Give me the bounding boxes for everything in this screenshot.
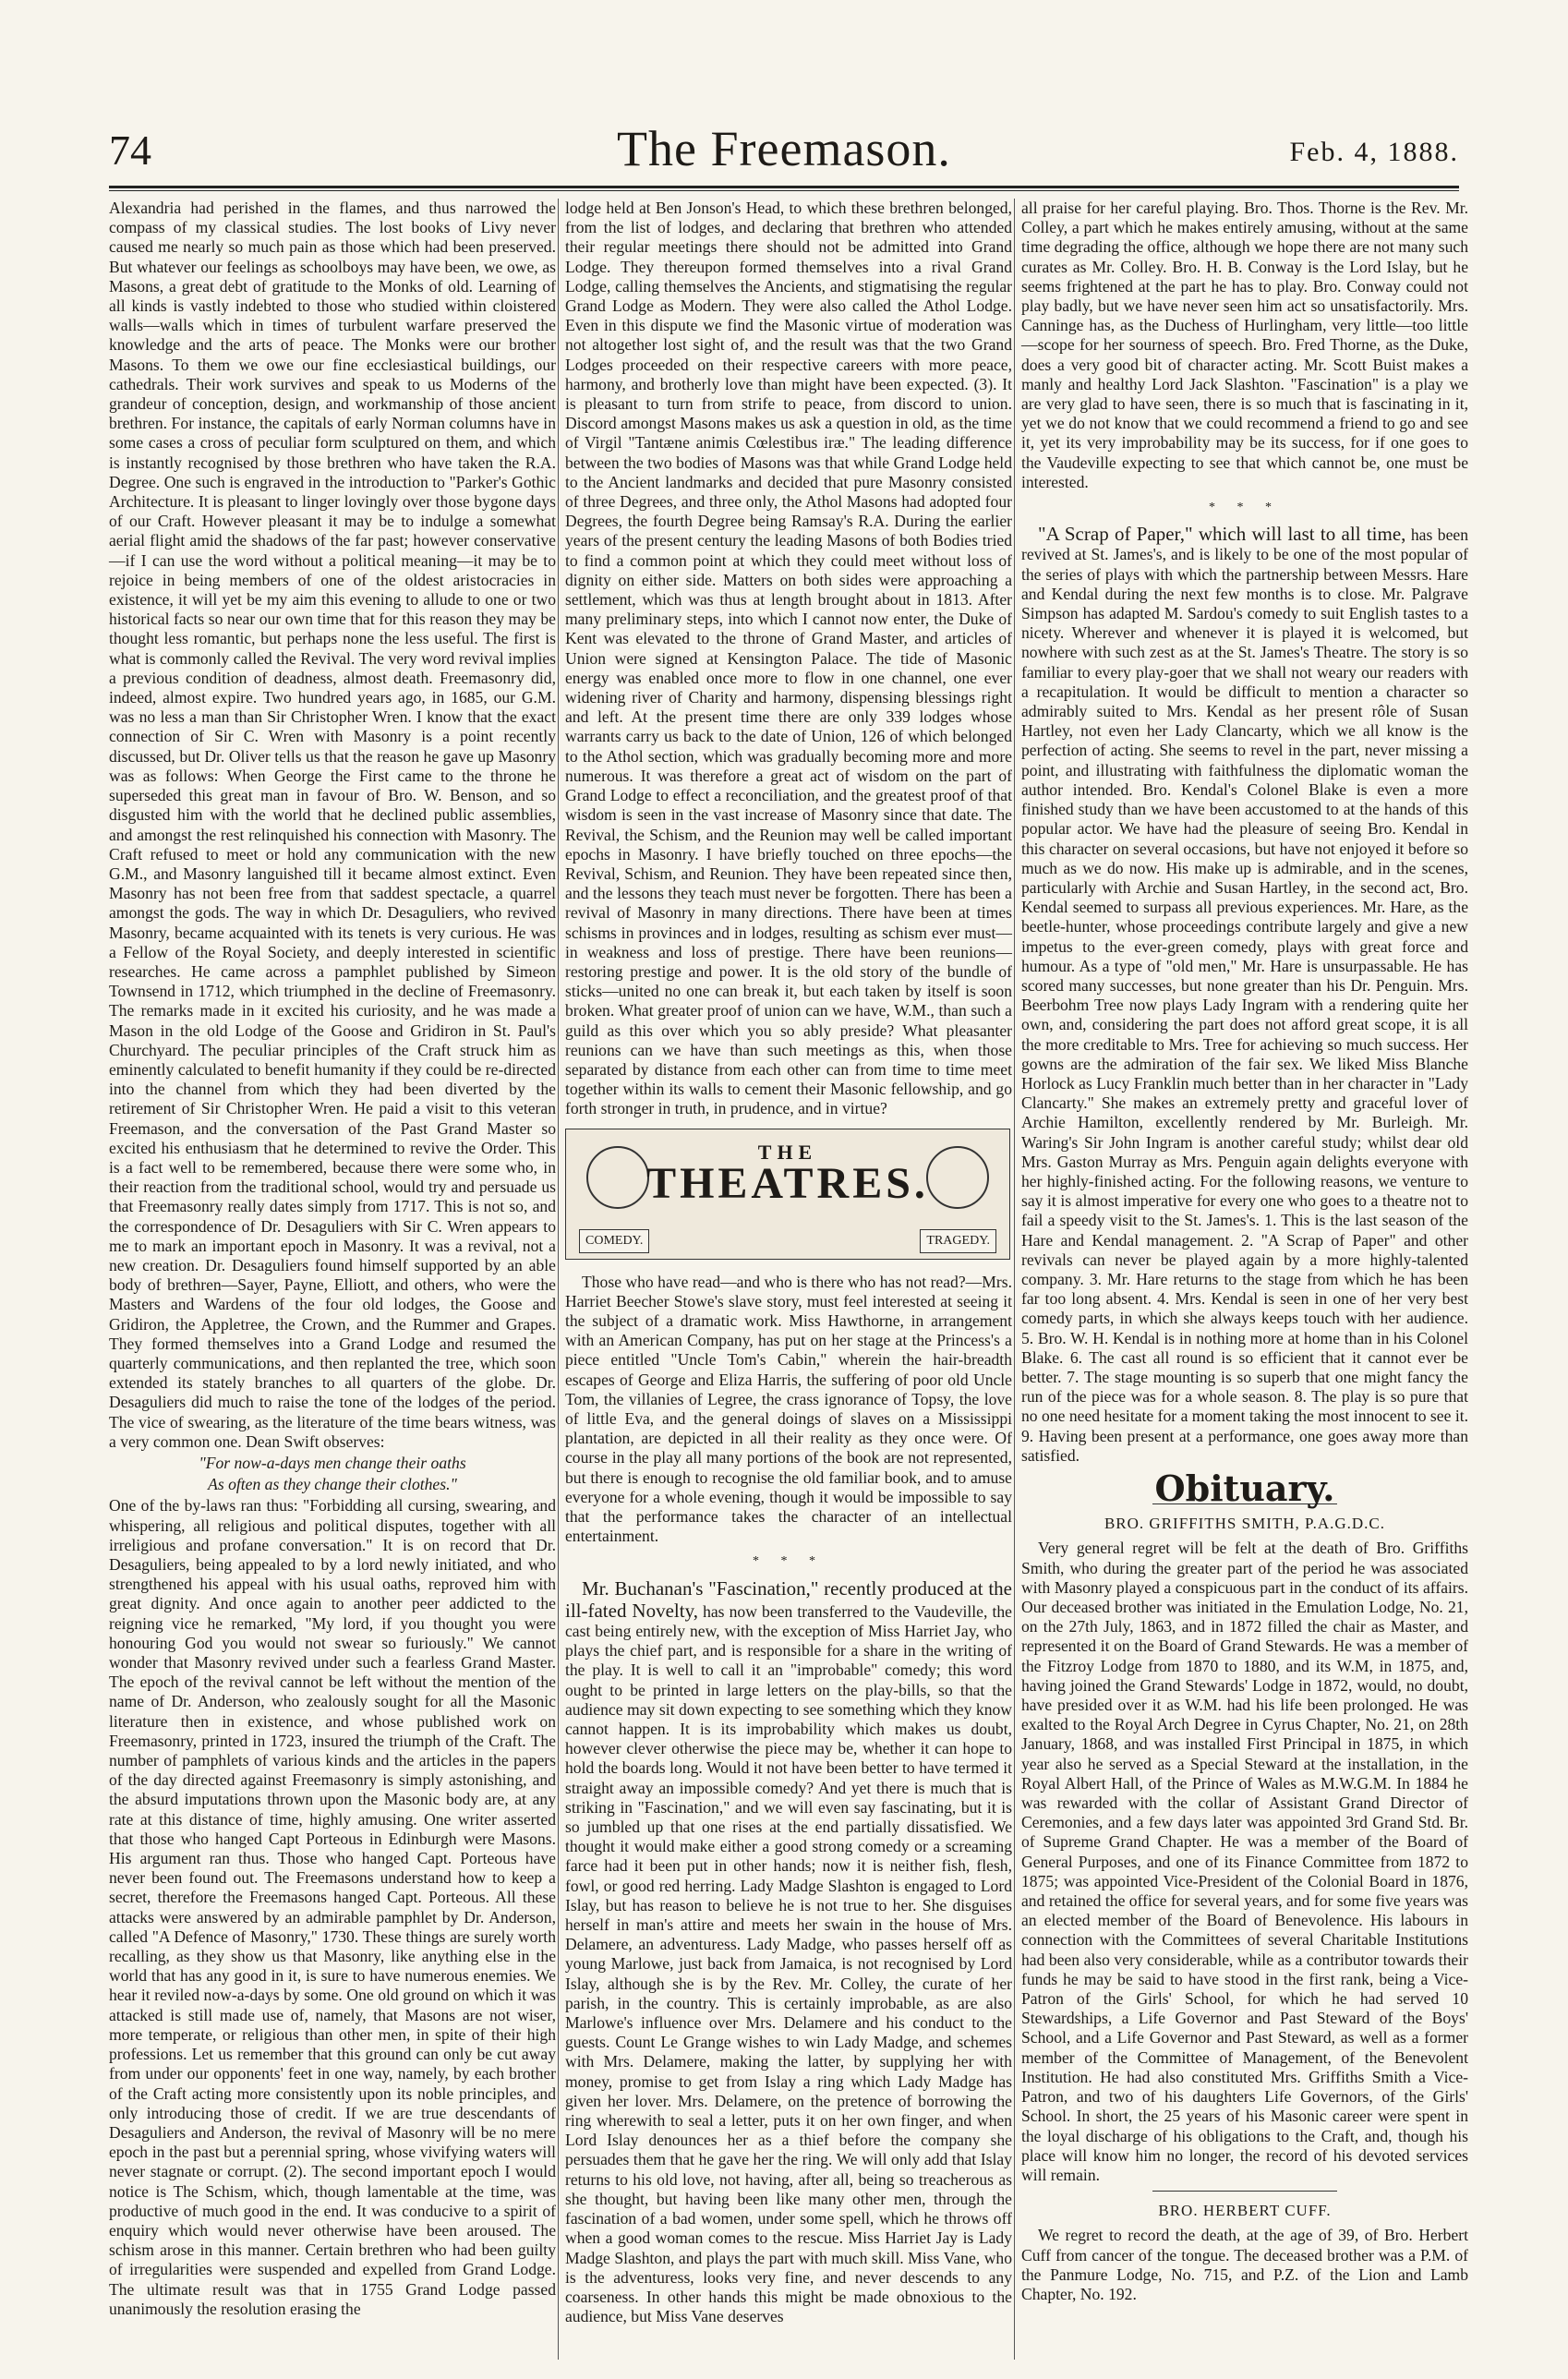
banner-title: THEATRES. [646, 1158, 929, 1208]
theatres-banner [565, 1129, 1010, 1260]
obituary-heading: Obituary. [1154, 1467, 1335, 1509]
paragraph: Those who have read—and who is there who has not read?—Mrs. Harriet Beecher Stowe's slave story, must feel interested at seeing it the subject of a dramatic work. Miss Hawthorne, in arrangement with an American Company, has put on her stage at the Princess's a piece entitled "Uncle Tom's Cabin," wherein the hair-breadth escapes of George and Eliza Harris, the suffering of poor old Uncle Tom, the villanies of Legree, the crass ignorance of Topsy, the love of little Eva, and the general doings of slaves on a Mississippi plantation, are depicted in all their reality as they once were. Of course in the play all many portions of the book are not represented, but there is enough to recognise the old familiar book, and to amuse everyone for a whole evening, though it would be impossible to say that the performance takes the character of an intellectual entertainment. [565, 1272, 1012, 1546]
lead-text: "A Scrap of Paper," which will last to all time, [1038, 523, 1406, 546]
paragraph [1021, 523, 1468, 1466]
paragraph-body: has been revived at St. James's, and is likely to be one of the most popular of the series of plays with which the partnership between Messrs. Hare and Kendal during the next few months is to close. Mr. Palgrave Simpson has adapted M. Sardou's comedy to suit English tastes to a nicety. Wherever and whenever it is played it is welcomed, but nowhere with such zest as at the St. James's Theatre. The story is so familiar to every play-goer that we shall not weary our readers with a recapitulation. It would be difficult to mention a character so admirably suited to Mrs. Kendal as her present rôle of Susan Hartley, not even her Lady Clancarty, which we all know is the perfection of acting. She seems to revel in the part, never missing a point, and illustrating with faithfulness the diplomatic woman the author intended. Bro. Kendal's Colonel Blake is even a more finished study than we have been accustomed to at the hands of this popular actor. We have had the pleasure of seeing Bro. Kendal in this character on several occasions, but have not enjoyed it before so much as we do now. His make up is admirable, and in the scenes, particularly with Archie and Susan Hartley, in the second act, Bro. Kendal seemed to surpass all previous experiences. Mr. Hare, as the beetle-hunter, whose proceedings contribute largely and give a new impetus to the ever-green comedy, plays with great force and humour. As a type of "old men," Mr. Hare is unsurpassable. He has scored many successes, but none greater than his Dr. Penguin. Mrs. Beerbohm Tree now plays Lady Ingram with a rendering quite her own, and, considering the part does not afford great scope, it is all the more creditable to Mrs. Tree for achieving so much success. Her gowns are the admiration of the fair sex. We liked Miss Blanche Horlock as Lucy Franklin much better than in her character in "Lady Clancarty." She makes an extremely pretty and graceful lover of Archie Hamilton, excellently rendered by Mr. Burleigh. Mr. Waring's Sir John Ingram is another careful study; whilst dear old Mrs. Gaston Murray as Mrs. Penguin again delights everyone with her highly-finished acting. For the following reasons, we venture to say it is almost imperative for every one who goes to a theatre not to fail a speedy visit to the St. James's. 1. This is the last season of the Hare and Kendal management. 2. "A Scrap of Paper" and other revivals can never be played again by a more highly-talented company. 3. Mr. Hare returns to the stage from which he has been far too long absent. 4. Mrs. Kendal is seen in one of her very best comedy parts, in which she always keeps touch with her audience. 5. Bro. W. H. Kendal is in nothing more at home than in his Colonel Blake. 6. The cast all round is so efficient that it cannot ever be better. 7. The stage mounting is so superb that one might fancy the run of the piece was for a whole season. 8. The play is so pure that no one need hesitate for a moment taking the most innocent to see it. 9. Having been present at a performance, one goes away more than satisfied. [1021, 525, 1468, 1465]
obituary-subheading: BRO. GRIFFITHS SMITH, P.A.G.D.C. [1104, 1515, 1386, 1533]
banner-right-label: TRAGEDY. [920, 1229, 996, 1252]
paragraph: Very general regret will be felt at the death of Bro. Griffiths Smith, who during the greater part of the period he was associated with Masonry played a conspicuous part in the conduct of its affairs. Our deceased brother was initiated in the Emulation Lodge, No. 21, on the 27th July, 1863, and in 1872 filled the chair as Master, and represented it on the Board of Grand Stewards. He was a member of the Fitzroy Lodge from 1870 to 1880, and its W.M, in 1875, and, having joined the Grand Stewards' Lodge in 1872, would, no doubt, have presided over it as W.M. had his life been prolonged. He was exalted to the Royal Arch Degree in Cyrus Chapter, No. 21, on 28th January, 1868, and was installed First Principal in 1875, in which year also he served as a Special Steward at the installation, in the Royal Albert Hall, of the Prince of Wales as M.W.G.M. In 1884 he was rewarded with the collar of Assistant Grand Director of Ceremonies, and a few days later was appointed 3rd Grand Std. Br. of Supreme Grand Chapter. He was a member of the Board of General Purposes, and one of its Finance Committee from 1872 to 1875; was appointed Vice-President of the Colonial Board in 1876, and retained the office for several years, and for some five years was an elected member of the Board of Benevolence. His labours in connection with the Committees of several Charitable Institutions had been also very considerable, while as a contributor towards their funds he may be said to have stood in the first rank, being a Vice-Patron of the Girls' School, for which he had served 10 Stewardships, a Life Governor and Past Steward of the Boys' School, and a Life Governor and Past Steward, as well as a former member of the Committee of Management, of the Benevolent Institution. He had also constituted Mrs. Griffiths Smith a Vice-Patron, and two of his daughters Life Governors, of the Girls' School. In short, the 25 years of his Masonic career were spent in the loyal discharge of his obligations to the Craft, and, though his place will know him no longer, the record of his devoted services will remain. [1021, 1539, 1468, 2184]
paragraph-body: has now been transferred to the Vaudeville, the cast being entirely new, with the exception of Miss Harriet Jay, who plays the chief part, and is responsible for a share in the writing of the play. It is well to call it an "improbable" comedy; this word ought to be printed in large letters on the play-bills, so that the audience may sit down expecting to see something which they know cannot happen. It is its improbability which makes us doubt, however clever otherwise the piece may be, whether it can hope to hold the boards long. Would it not have been better to have termed it straight away an impossible comedy? And yet there is much that is striking in "Fascination," and we will even say fascinating, but it is so jumbled up that one rises at the end partially dissatisfied. We thought it would make either a good strong comedy or a screaming farce had it been put in other hands; now it is neither fish, flesh, fowl, or good red herring. Lady Madge Slashton is engaged to Lord Islay, but has reason to believe he is not true to her. She disguises herself in man's attire and meets her swain in the house of Mrs. Delamere, an adventuress. Lady Madge, who passes herself off as young Marlowe, just back from Jamaica, is not recognised by Lord Islay, although she is by the Rev. Mr. Colley, the curate of her parish, in the country. This is certainly improbable, as are also Marlowe's influence over Mrs. Delamere and his conduct to the guests. Count Le Grange wishes to win Lady Madge, and schemes with Mrs. Delamere, making the latter, by supplying her with money, promise to get from Islay a ring which Lady Madge has given her lover. Mrs. Delamere, on the pretence of borrowing the ring wherewith to seal a letter, puts it on her own finger, and when Lord Islay denounces her as a thief before the company she persuades them that he gave her the ring. We will only add that Islay returns to his old love, not having, after all, being so treacherous as she thought, but having been like many other men, through the fascination of a bad women, under some spell, which he throws off when a good woman comes to the rescue. Miss Harriet Jay is Lady Madge Slashton, and plays the part with much skill. Miss Vane, who is the adventuress, looks very fine, and never descends to any coarseness. In other hands this might be made obnoxious to the audience, but Miss Vane deserves [565, 1601, 1012, 2326]
page-number: 74 [109, 127, 151, 174]
column-3 [1021, 199, 1468, 2304]
paragraph: all praise for her careful playing. Bro. Thos. Thorne is the Rev. Mr. Colley, a part which he makes entirely amusing, without at the same time degrading the office, although we hope there are not many such curates as Mr. Colley. Bro. H. B. Conway is the Lord Islay, but he seems frightened at the part he has to play. Bro. Conway could not play badly, but we have never seen him act so unsatisfactorily. Mrs. Canninge has, as the Duchess of Hurlingham, very little—too little—scope for her sourness of speech. Bro. Fred Thorne, as the Duke, does a very good bit of character acting. Mr. Scott Buist makes a manly and healthy Lord Jack Slashton. "Fascination" is a play we are very glad to have seen, there is so much that is fascinating in it, yet we do not know that we could recommend a friend to go and see it, yet its very improbability may be its success, for if one goes to the Vaudeville expecting to see that which cannot be, one must be interested. [1021, 199, 1468, 491]
paragraph [565, 1577, 1012, 2327]
paragraph: lodge held at Ben Jonson's Head, to which these brethren belonged, from the list of lodges, and declaring that brethren who attended their regular meetings there should not be admitted into Grand Lodge. They thereupon formed themselves into a rival Grand Lodge, calling themselves the Ancients, and stigmatising the regular Grand Lodge as Modern. They were also called the Athol Lodge. Even in this dispute we find the Masonic virtue of moderation was not altogether lost sight of, and the result was that the two Grand Lodges proceeded on their respective careers with more peace, harmony, and brotherly love than might have been expected. (3). It is pleasant to turn from strife to peace, from discord to union. Discord amongst Masons makes us ask a question in old, as the time of Virgil "Tantæne animis Cœlestibus iræ." The leading difference between the two bodies of Masons was that while Grand Lodge held to the Ancient landmarks and decided that pure Masonry consisted of three Degrees, and three only, the Athol Masons had adopted four Degrees, the fourth Degree being Ramsay's R.A. During the earlier years of the present century the leading Masons of both Bodies tried to find a common point at which they could meet without loss of dignity on either side. Matters on both sides were approaching a settlement, which was thus at length brought about in 1813. After many preliminary steps, into which I cannot now enter, the Duke of Kent was elevated to the throne of Grand Master, and articles of Union were signed at Kensington Palace. The tide of Masonic energy was enabled once more to flow in one channel, one ever widening river of Charity and harmony, dispensing blessings right and left. At the present time there are only 339 lodges whose warrants carry us back to the date of Union, 126 of which belonged to the Athol section, which was gradually becoming more and more numerous. It was therefore a great act of wisdom on the part of Grand Lodge to effect a reconciliation, and the greatest proof of that wisdom is seen in the vast increase of Masonry since that date. The Revival, the Schism, and the Reunion may well be called important epochs in Masonry. I have briefly touched on three epochs—the Revival, Schism, and Reunion. They have been repeated since then, and the lessons they teach must never be forgotten. There has been a revival of Masonry in many directions. There have been at times schisms in provinces and in lodges, resulting as schism ever must—in weakness and loss of prestige. There have been reunions—restoring prestige and power. It is the old story of the bundle of sticks—united no one can break it, but each taken by itself is soon broken. What greater proof of union can we have, W.M., than such a guild as this over which you so ably preside? What pleasanter reunions can we have than such meetings as this, when those separated by distance from each other can from time to time meet together within its walls to cement their Masonic fellowship, and go forth stronger in truth, in prudence, and in virtue? [565, 199, 1012, 1118]
column-2 [565, 199, 1012, 2326]
header-rule [109, 186, 1459, 188]
column-separator [558, 199, 559, 2360]
verse-line: "For now-a-days men change their oaths [199, 1454, 466, 1472]
page-header [109, 118, 1459, 192]
masthead-title: The Freemason. [617, 121, 951, 176]
column-1 [109, 199, 556, 2319]
paragraph: We regret to record the death, at the age of 39, of Bro. Herbert Cuff from cancer of the tongue. The deceased brother was a P.M. of the Panmure Lodge, No. 715, and P.Z. of the Lion and Lamb Chapter, No. 192. [1021, 2226, 1468, 2303]
column-separator [1014, 199, 1015, 2360]
obituary-rule [1152, 2191, 1337, 2192]
issue-date: Feb. 4, 1888. [1289, 137, 1459, 167]
paragraph: Alexandria had perished in the flames, and thus narrowed the compass of my classical studies. The lost books of Livy never caused me nearly so much pain as those which had been preserved. But whatever our feelings as schoolboys may have been, we owe, as Masons, a great debt of gratitude to the Monks of old. Learning of all kinds is vastly indebted to those who studied within cloistered walls—walls which in times of turbulent warfare preserved the knowledge and the arts of peace. The Monks were our brother Masons. To them we owe our fine ecclesiastical buildings, our cathedrals. Their work survives and speak to us Moderns of the grandeur of conception, design, and workmanship of those ancient brethren. For instance, the capitals of early Norman columns have in some cases a cross of peculiar form sculptured on them, and which is instantly recognised by those brethren who have taken the R.A. Degree. One such is engraved in the introduction to "Parker's Gothic Architecture. It is pleasant to linger lovingly over those bygone days of our Craft. However pleasant it may be to indulge a somewhat aerial flight amid the shadows of the far past; however conservative—if I can use the word without a political meaning—it may be to rejoice in being members of one of the oldest aristocracies in existence, it will yet be my aim this evening to allude to one or two historical facts so near our own time that for this reason they may be thought less romantic, but perhaps none the less useful. The first is what is commonly called the Revival. The very word revival implies a previous condition of deadness, almost death. Freemasonry did, indeed, almost expire. Two hundred years ago, in 1685, our G.M. was no less a man than Sir Christopher Wren. I know that the exact connection of Sir C. Wren with Masonry is a point recently discussed, but Dr. Oliver tells us that the reason he gave up Masonry was as follows: When George the First came to the throne he superseded this great man in favour of Bro. W. Benson, and so disgusted him with the world that he declined public assemblies, and amongst the rest relinquished his connection with Masonry. The Craft refused to meet or hold any communication with the new G.M., and Masonry languished till it became almost extinct. Even Masonry has not been free from that saddest spectacle, a quarrel amongst the gods. The way in which Dr. Desaguliers, who revived Masonry, became acquainted with its tenets is very curious. He was a Fellow of the Royal Society, and deeply interested in scientific researches. He came across a pamphlet published by Simeon Townsend in 1712, which triumphed in the decline of Freemasonry. The remarks made in it excited his curiosity, and he was made a Mason in the old Lodge of the Goose and Gridiron in St. Paul's Churchyard. The peculiar principles of the Craft struck him as eminently calculated to benefit humanity if they could be re-directed into the channel from which they had been diverted by the retirement of Sir Christopher Wren. He paid a visit to this veteran Freemason, and the conversation of the Past Grand Master so excited his enthusiasm that he determined to revive the Order. This is a fact well to be remembered, because there were some who, in their reaction from the traditional school, would try and persuade us that Freemasonry really dates simply from 1717. This is not so, and the correspondence of Dr. Desaguliers with Sir C. Wren appears to me to mark an important epoch in Masonry. It was a revival, not a new creation. Dr. Desaguliers found himself supported by an able body of brethren—Sayer, Payne, Elliott, and others, who were the Masters and Wardens of the four old lodges, the Goose and Gridiron, the Appletree, the Crown, and the Rummer and Grapes. They formed themselves into a Grand Lodge and resumed the quarterly communications, and then replanted the tree, which soon extended its stately branches to all quarters of the globe. Dr. Desaguliers did much to raise the tone of the lodges of the period. The vice of swearing, as the literature of the time bears witness, was a very common one. Dean Swift observes: [109, 199, 556, 1451]
banner-small-text: THE [757, 1140, 818, 1164]
section-stars: * * * [1209, 501, 1281, 515]
paragraph: One of the by-laws ran thus: "Forbidding all cursing, swearing, and whispering, all religious and political disputes, together with all irreligious and profane conversation." It is on record that Dr. Desaguliers, being appealed to by a lord newly initiated, and who strengthened his appeal with his usual oaths, reproved him with great dignity. And once again to another peer addicted to the reigning vice he remarked, "My lord, if you thought you were honouring God you would not swear so furiously." We cannot wonder that Masonry revived under such a fearless Grand Master. The epoch of the revival cannot be left without the mention of the name of Dr. Anderson, who zealously sought for all the Masonic literature then in existence, and whose published work on Freemasonry, printed in 1723, insured the triumph of the Craft. The number of pamphlets of various kinds and the articles in the papers of the day directed against Freemasonry is simply astonishing, and the absurd imputations thrown upon the Masonic body are, at any rate at this distance of time, highly amusing. One writer asserted that those who hanged Capt Porteous in Edinburgh were Masons. His argument ran thus. Those who hanged Capt. Porteous have never been found out. The Freemasons understand how to keep a secret, therefore the Freemasons hanged Capt. Porteous. All these attacks were answered by an admirable pamphlet by Dr. Anderson, called "A Defence of Masonry," 1730. These things are surely worth recalling, as they show us that Masonry, like anything else in the world that has any good in it, is sure to have numerous enemies. We hear it reviled now-a-days by some. One old ground on which it was attacked is still made use of, namely, that Masons are not wiser, more temperate, or religious than other men, in spite of their high professions. Let us remember that this ground can only be cut away from under our opponents' feet in one way, namely, by each brother of the Craft acting more consistently upon its noble principles, and only introducing those of credit. If we are true descendants of Desaguliers and Anderson, the revival of Masonry will be no mere epoch in the past but a perennial spring, whose vivifying waters will never stagnate or corrupt. (2). The second important epoch I would notice is The Schism, which, though lamentable at the time, was productive of much good in the end. It was conducive to a spirit of enquiry which would never otherwise have been aroused. The schism arose in this manner. Certain brethren who had been guilty of irregularities were suspended and expelled from Grand Lodge. The ultimate result was that in 1755 Grand Lodge passed unanimously the resolution erasing the [109, 1496, 556, 2318]
obituary-subheading: BRO. HERBERT CUFF. [1158, 2202, 1332, 2220]
lead-text: Mr. Buchanan's "Fascination," recently produced at the ill-fated Novelty, [565, 1576, 1012, 1622]
header-rule-thin [109, 190, 1459, 191]
section-stars: * * * [753, 1554, 825, 1569]
banner-left-label: COMEDY. [579, 1229, 649, 1252]
verse-line: As often as they change their clothes." [208, 1475, 457, 1494]
